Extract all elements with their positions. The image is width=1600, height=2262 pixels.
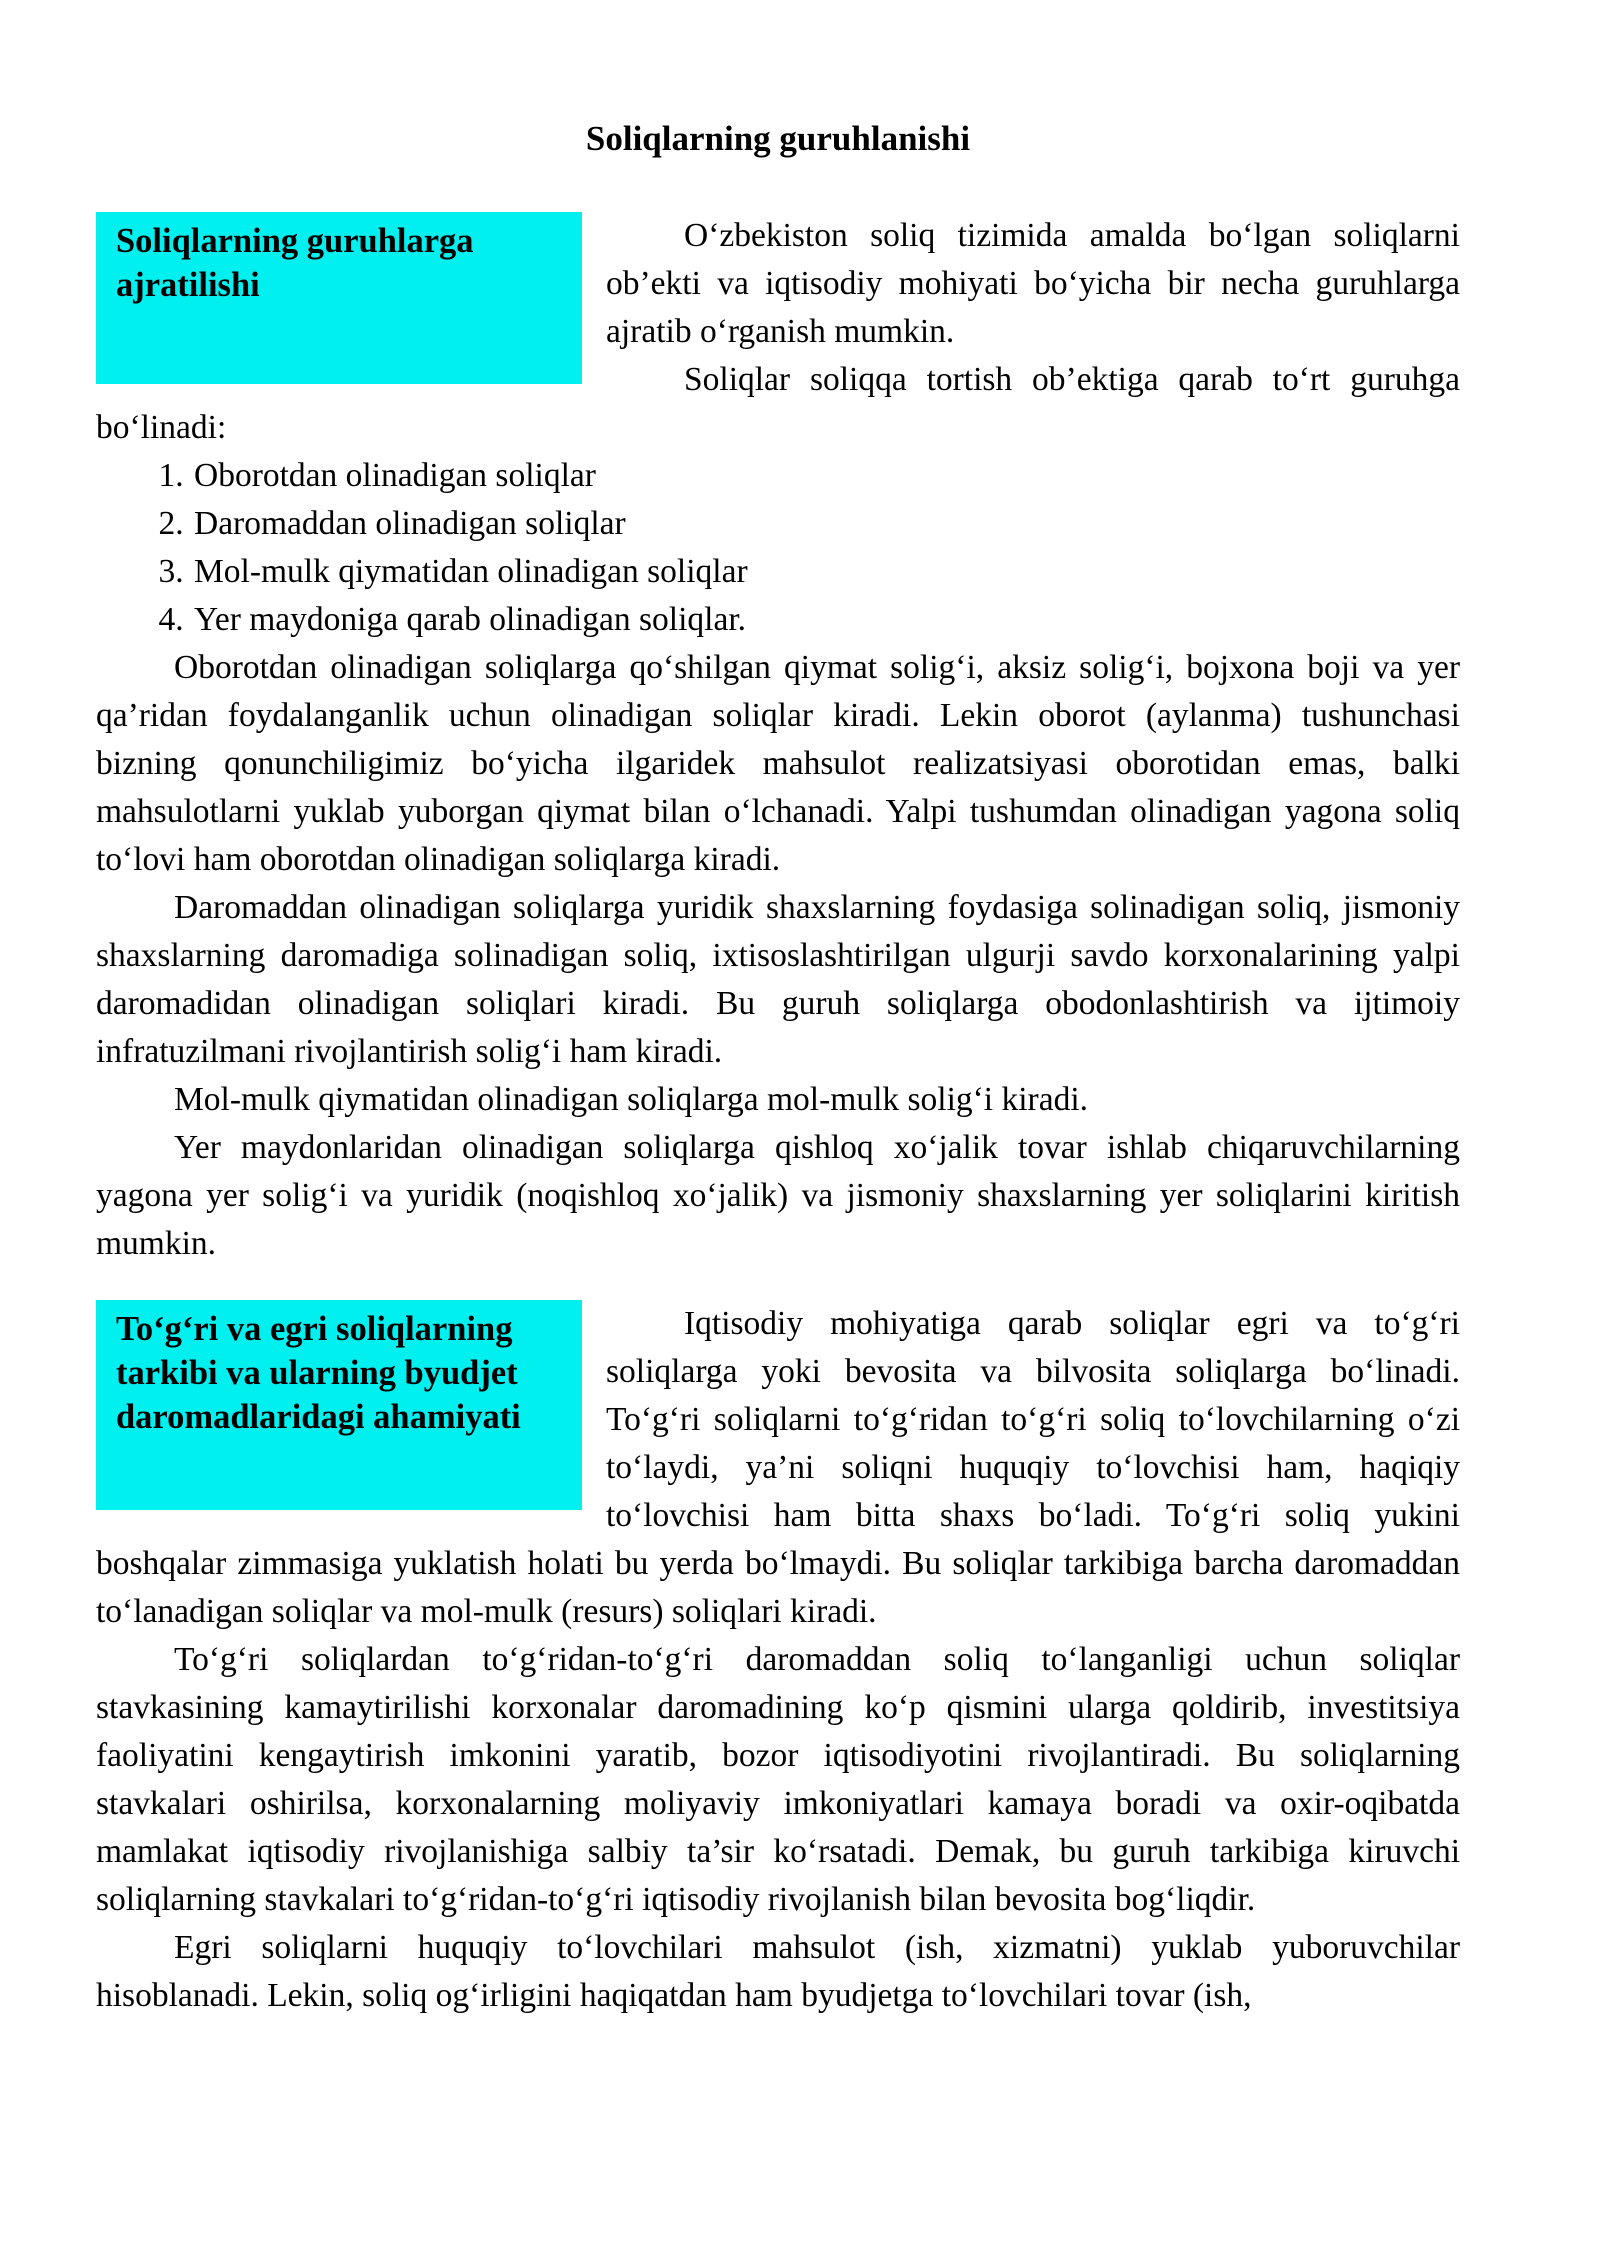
tax-groups-list: [96, 452, 1460, 644]
document-page: [96, 0, 1460, 2262]
section-heading-box: To‘g‘ri va egri soliqlarning tarkibi va ularning byudjet daromadlaridagi ahamiyati: [96, 1300, 582, 1510]
paragraph: Iqtisodiy mohiyatiga qarab soliqlar egri va to‘g‘ri soliqlarga yoki bevosita va bilvosita soliqlarga bo‘linadi. To‘g‘ri soliqlarni to‘g‘ridan to‘g‘ri soliq to‘lovchilarning o‘zi to‘laydi, ya’ni soliqni huquqiy to‘lovchisi ham, haqiqiy to‘lovchisi ham bitta shaxs bo‘ladi. To‘g‘ri soliq yukini boshqalar zimmasiga yuklatish holati bu yerda bo‘lmaydi. Bu soliqlar tarkibiga barcha daromaddan to‘lanadigan soliqlar va mol-mulk (resurs) soliqlari kiradi.: [96, 1305, 1460, 1630]
page-title: Soliqlarning guruhlanishi: [585, 119, 971, 158]
paragraph: Mol-mulk qiymatidan olinadigan soliqlarga mol-mulk solig‘i kiradi.: [174, 1081, 1089, 1118]
paragraph: Egri soliqlarni huquqiy to‘lovchilari mahsulot (ish, xizmatni) yuklab yuboruvchilar hisoblanadi. Lekin, soliq og‘irligini haqiqatdan ham byudjetga to‘lovchilari tovar (ish,: [96, 1929, 1460, 2014]
paragraph: Soliqlar soliqqa tortish ob’ektiga qarab to‘rt guruhga bo‘linadi:: [96, 361, 1460, 446]
paragraph: Yer maydonlaridan olinadigan soliqlarga qishloq xo‘jalik tovar ishlab chiqaruvchilarning yagona yer solig‘i va yuridik (noqishloq xo‘jalik) va jismoniy shaxslarning yer soliqlarini kiritish mumkin.: [96, 1129, 1460, 1262]
paragraph: Oborotdan olinadigan soliqlarga qo‘shilgan qiymat solig‘i, aksiz solig‘i, bojxona boji va yer qa’ridan foydalanganlik uchun olinadigan soliqlar kiradi. Lekin oborot (aylanma) tushunchasi bizning qonunchiligimiz bo‘yicha ilgaridek mahsulot realizatsiyasi oborotidan emas, balki mahsulotlarni yuklab yuborgan qiymat bilan o‘lchanadi. Yalpi tushumdan olinadigan yagona soliq to‘lovi ham oborotdan olinadigan soliqlarga kiradi.: [96, 649, 1460, 878]
paragraph: To‘g‘ri soliqlardan to‘g‘ridan-to‘g‘ri daromaddan soliq to‘langanligi uchun soliqlar stavkasining kamaytirilishi korxonalar daromadining ko‘p qismini ularga qoldirib, investitsiya faoliyatini kengaytirish imkonini yaratib, bozor iqtisodiyotini rivojlantiradi. Bu soliqlarning stavkalari oshirilsa, korxonalarning moliyaviy imkoniyatlari kamaya boradi va oxir-oqibatda mamlakat iqtisodiy rivojlanishiga salbiy ta’sir ko‘rsatadi. Demak, bu guruh tarkibiga kiruvchi soliqlarning stavkalari to‘g‘ridan-to‘g‘ri iqtisodiy rivojlanish bilan bevosita bog‘liqdir.: [96, 1641, 1460, 1918]
paragraph: O‘zbekiston soliq tizimida amalda bo‘lgan soliqlarni ob’ekti va iqtisodiy mohiyati bo‘yicha bir necha guruhlarga ajratib o‘rganish mumkin.: [606, 217, 1460, 350]
list-item: 2. Daromaddan olinadigan soliqlar: [192, 500, 1460, 548]
section-tax-groups: [96, 212, 1460, 1268]
list-item: 1. Oborotdan olinadigan soliqlar: [192, 452, 1460, 500]
list-item: 4. Yer maydoniga qarab olinadigan soliqlar.: [192, 596, 1460, 644]
paragraph: Daromaddan olinadigan soliqlarga yuridik shaxslarning foydasiga solinadigan soliq, jismoniy shaxslarning daromadiga solinadigan soliq, ixtisoslashtirilgan ulgurji savdo korxonalarining yalpi daromadidan olinadigan soliqlari kiradi. Bu guruh soliqlarga obodonlashtirish va ijtimoiy infratuzilmani rivojlantirish solig‘i ham kiradi.: [96, 889, 1460, 1070]
section-heading-box: Soliqlarning guruhlarga ajratilishi: [96, 212, 582, 384]
list-item: 3. Mol-mulk qiymatidan olinadigan soliqlar: [192, 548, 1460, 596]
section-direct-indirect-taxes: [96, 1300, 1460, 2020]
